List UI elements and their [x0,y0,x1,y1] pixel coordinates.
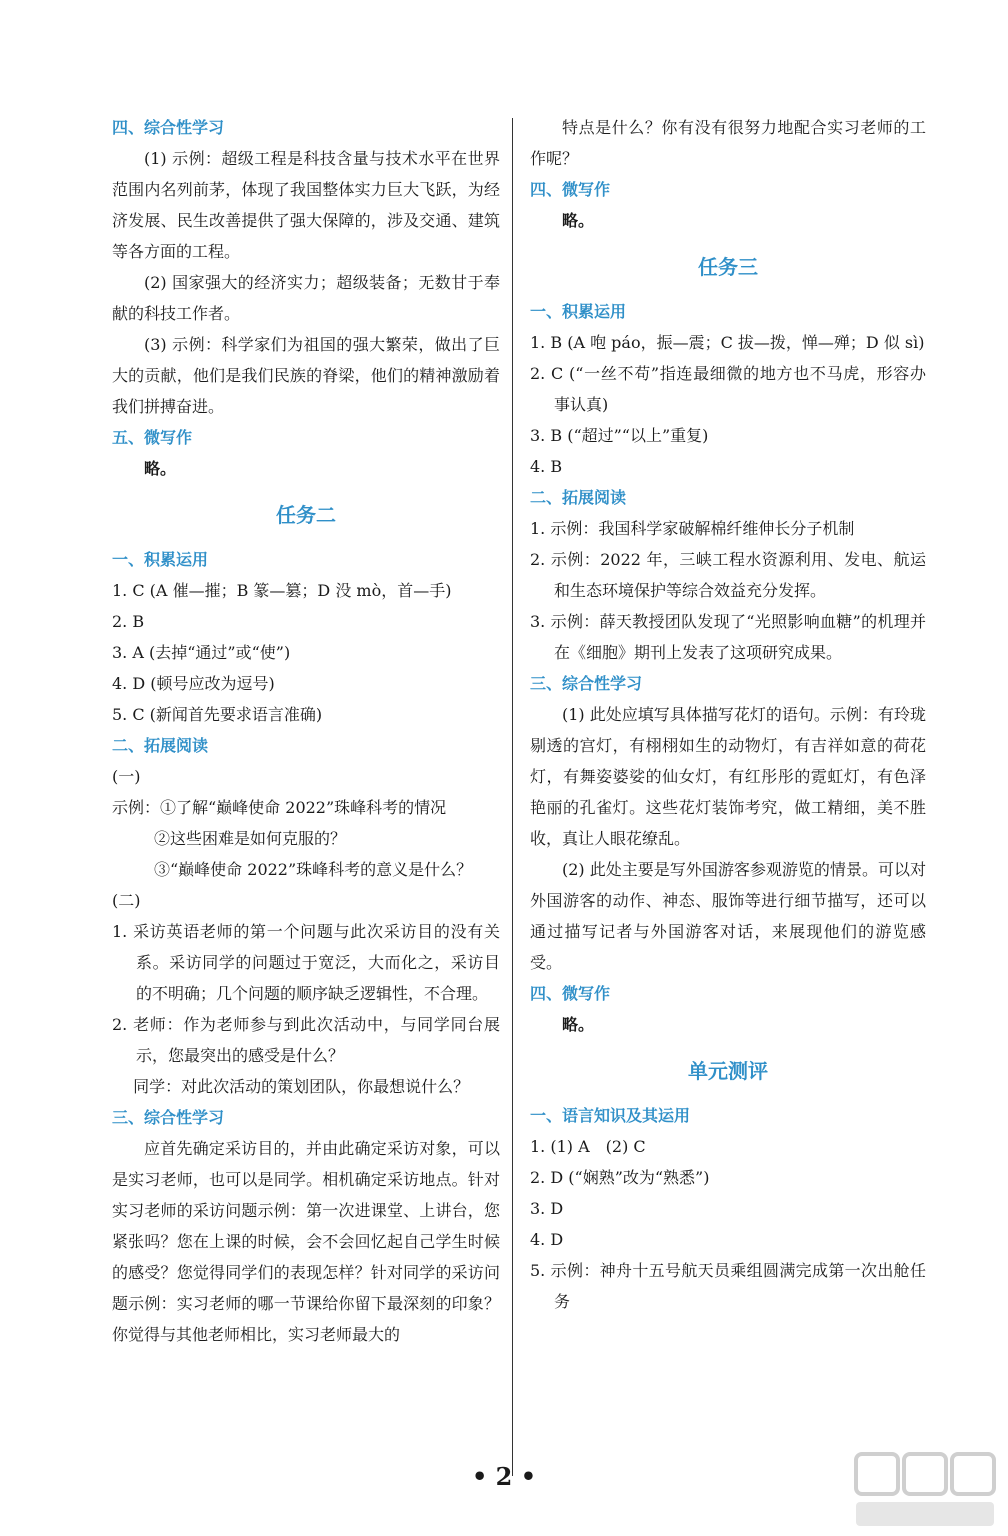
section-heading: 三、综合性学习 [112,1108,225,1127]
answer-paragraph: 同学：对此次活动的策划团队，你最想说什么？ [112,1077,470,1096]
answer-paragraph: 2. D (“娴熟”改为“熟悉”) [530,1168,710,1187]
answer-paragraph: ②这些困难是如何克服的？ [154,829,347,848]
answer-paragraph: 1. (1) A (2) C [530,1137,646,1156]
answer-paragraph: (2) 此处主要是写外国游客参观游览的情景。可以对外国游客的动作、神态、服饰等进行细节描写，还可以通过描写记者与外国游客对话，来展现他们的游览感受。 [530,860,926,972]
section-heading: 五、微写作 [112,428,193,447]
answer-paragraph: 2. 示例：2022 年，三峡工程水资源利用、发电、航运和生态环境保护等综合效益充分发挥。 [530,550,926,600]
answer-paragraph: 3. A (去掉“通过”或“使”) [112,643,291,662]
answer-paragraph: (3) 示例：科学家们为祖国的强大繁荣，做出了巨大的贡献，他们是我们民族的脊梁，他们的精神激励着我们拼搏奋进。 [112,335,500,416]
answer-paragraph: 3. 示例：薛天教授团队发现了“光照影响血糖”的机理并在《细胞》期刊上发表了这项研究成果。 [530,612,926,662]
answer-paragraph: 2. 老师：作为老师参与到此次活动中，与同学同台展示，您最突出的感受是什么？ [112,1015,500,1065]
answer-paragraph: 1. 示例：我国科学家破解棉纤维伸长分子机制 [530,519,855,538]
watermark-logo-icon [852,1450,1002,1532]
answer-paragraph: (二) [112,891,141,910]
answer-paragraph: 示例：①了解“巅峰使命 2022”珠峰科考的情况 [112,798,447,817]
answer-paragraph: 应首先确定采访目的，并由此确定采访对象，可以是实习老师，也可以是同学。相机确定采访地点。针对实习老师的采访问题示例：第一次进课堂、上讲台，您紧张吗？您在上课的时候，会不会回忆起自己学生时候的感受？您觉得同学们的表现怎样？针对同学的采访问题示例：实习老师的哪一节课给你留下最深刻的印象？你觉得与其他老师相比，实习老师最大的 [112,1139,500,1344]
answer-paragraph: 2. B [112,612,145,631]
answer-paragraph: (2) 国家强大的经济实力；超级装备；无数甘于奉献的科技工作者。 [112,273,500,323]
answer-paragraph: 略。 [562,211,595,230]
answer-paragraph: 5. 示例：神舟十五号航天员乘组圆满完成第一次出舱任务 [530,1261,926,1311]
section-heading: 四、微写作 [530,180,611,199]
answer-paragraph: ③“巅峰使命 2022”珠峰科考的意义是什么？ [154,860,473,879]
section-heading: 二、拓展阅读 [112,736,209,755]
section-heading: 四、微写作 [530,984,611,1003]
task-title: 任务二 [276,503,336,527]
watermark-logo [852,1450,1002,1532]
answer-paragraph: 1. B (A 咆 páo，振—震；C 拔—拨，惮—殚；D 似 sì) [530,333,925,352]
answer-paragraph: 3. B (“超过”“以上”重复) [530,426,709,445]
answer-paragraph: 1. C (A 催—摧；B 篆—篡；D 没 mò，首—手) [112,581,452,600]
answer-paragraph: 4. B [530,457,563,476]
right-column [530,112,926,1317]
column-divider [512,118,513,1476]
answer-paragraph: 4. D [530,1230,564,1249]
answer-paragraph: (一) [112,767,141,786]
section-heading: 四、综合性学习 [112,118,225,137]
answer-paragraph: 2. C (“一丝不苟”指连最细微的地方也不马虎，形容办事认真) [530,364,926,414]
answer-paragraph: 略。 [144,459,177,478]
section-heading: 二、拓展阅读 [530,488,627,507]
answer-paragraph: 4. D (顿号应改为逗号) [112,674,275,693]
answer-paragraph: 5. C (新闻首先要求语言准确) [112,705,323,724]
answer-paragraph: (1) 此处应填写具体描写花灯的语句。示例：有玲珑剔透的宫灯，有栩栩如生的动物灯，有吉祥如意的荷花灯，有舞姿婆娑的仙女灯，有红彤彤的霓虹灯，有色泽艳丽的孔雀灯。这些花灯装饰考究，做工精细，美不胜收，真让人眼花缭乱。 [530,705,926,848]
answer-paragraph: 3. D [530,1199,564,1218]
page-number: • 2 • [471,1462,537,1491]
section-heading: 一、语言知识及其运用 [530,1106,691,1125]
section-heading: 一、积累运用 [530,302,627,321]
left-column [112,112,500,1350]
section-heading: 三、综合性学习 [530,674,643,693]
answer-paragraph: 略。 [562,1015,595,1034]
section-heading: 一、积累运用 [112,550,209,569]
answer-paragraph: 特点是什么？你有没有很努力地配合实习老师的工作呢？ [530,118,926,168]
answer-paragraph: (1) 示例：超级工程是科技含量与技术水平在世界范围内名列前茅，体现了我国整体实力巨大飞跃，为经济发展、民生改善提供了强大保障的，涉及交通、建筑等各方面的工程。 [112,149,500,261]
answer-paragraph: 1. 采访英语老师的第一个问题与此次采访目的没有关系。采访同学的问题过于宽泛，大而化之，采访目的不明确；几个问题的顺序缺乏逻辑性，不合理。 [112,922,500,1003]
task-title: 单元测评 [688,1059,768,1083]
task-title: 任务三 [698,255,758,279]
